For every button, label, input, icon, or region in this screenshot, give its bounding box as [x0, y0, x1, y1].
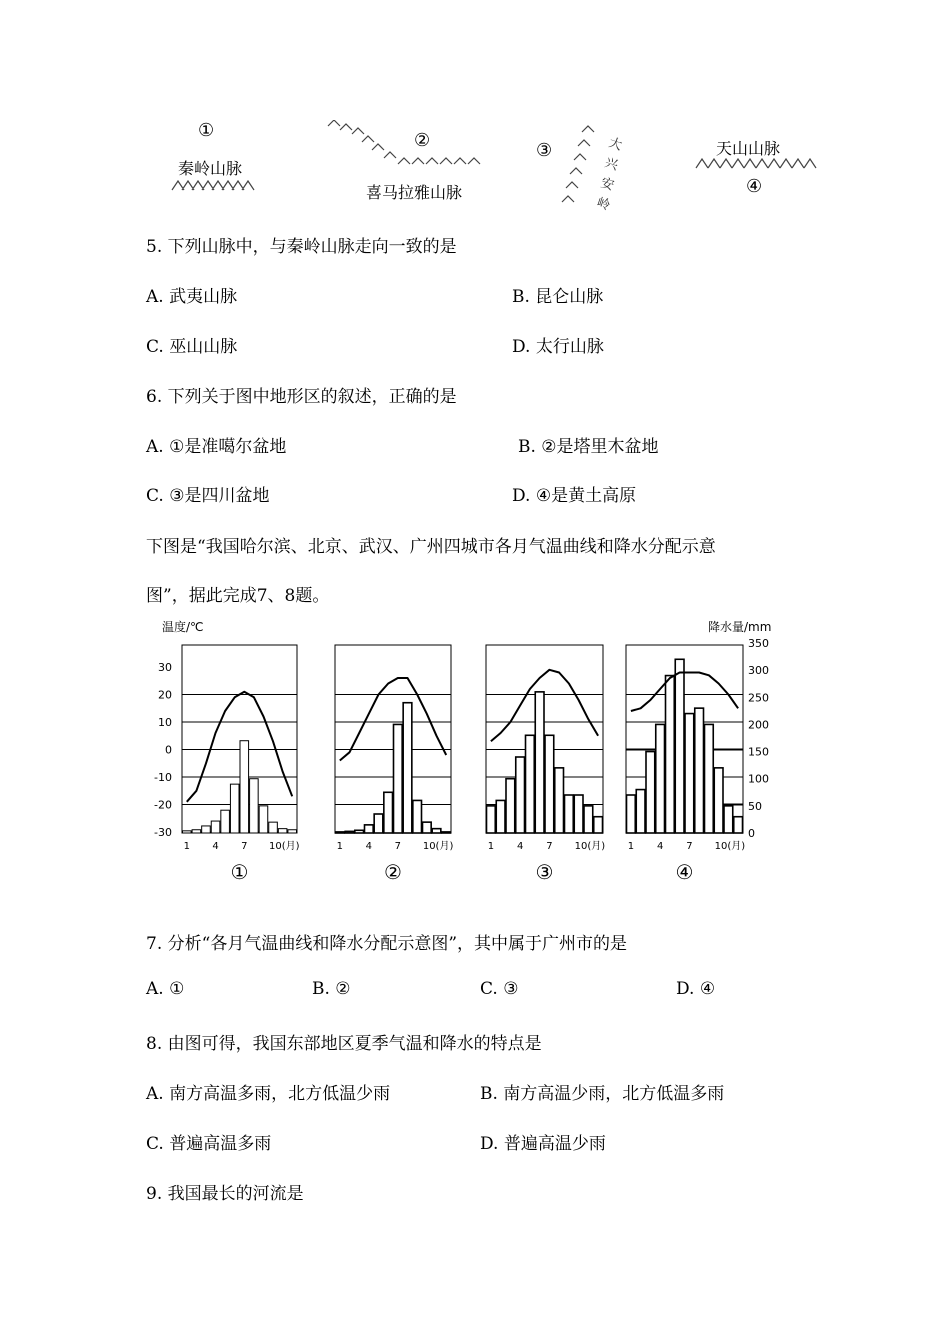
q5-option-b[interactable]: B. 昆仑山脉 — [512, 287, 604, 307]
q6-option-c[interactable]: C. ③是四川盆地 — [146, 486, 270, 506]
chart-label: ① — [230, 860, 249, 884]
mountain-1-label: 秦岭山脉 — [178, 159, 243, 178]
precipitation-bar — [646, 752, 655, 833]
precipitation-bar — [259, 806, 268, 833]
precipitation-bar — [594, 817, 603, 833]
month-tick-label: 10(月) — [269, 841, 300, 852]
precip-tick-label: 200 — [748, 718, 769, 732]
svg-text:安: 安 — [598, 175, 616, 194]
precip-tick-label: 100 — [748, 772, 769, 786]
svg-text:岭: 岭 — [594, 195, 612, 214]
precipitation-bar — [278, 829, 287, 833]
mountain-2-label: 喜马拉雅山脉 — [366, 183, 463, 202]
precip-tick-label: 300 — [748, 664, 769, 678]
precipitation-bar — [384, 792, 393, 833]
precipitation-bar — [705, 724, 714, 833]
precipitation-bar — [675, 659, 684, 833]
precip-tick-label: 0 — [748, 827, 755, 840]
q9-stem: 9. 我国最长的河流是 — [146, 1184, 304, 1204]
temp-tick-label: -30 — [154, 826, 172, 839]
precipitation-bar — [487, 806, 496, 833]
q8-option-c[interactable]: C. 普遍高温多雨 — [146, 1134, 272, 1154]
q7-option-c[interactable]: C. ③ — [480, 979, 519, 999]
precipitation-bar — [555, 768, 564, 833]
temperature-axis-label: 温度/℃ — [162, 620, 204, 634]
precipitation-bar — [345, 831, 354, 833]
precipitation-bar — [506, 779, 515, 833]
precipitation-bar — [734, 817, 743, 833]
precipitation-bar — [627, 795, 636, 833]
precipitation-bar — [584, 806, 593, 833]
precip-tick-label: 250 — [748, 691, 769, 705]
month-tick-label: 4 — [212, 841, 219, 852]
month-tick-label: 4 — [656, 841, 664, 852]
precipitation-bar — [221, 810, 230, 833]
month-tick-label: 1 — [627, 841, 635, 852]
temp-tick-label: -20 — [154, 798, 172, 812]
q8-option-b[interactable]: B. 南方高温少雨，北方低温多雨 — [480, 1084, 725, 1104]
chart-label: ② — [384, 860, 402, 884]
precipitation-axis-label: 降水量/mm — [708, 620, 772, 634]
mountain-1-symbol — [170, 176, 256, 192]
mountain-2-number: ② — [414, 130, 431, 151]
precipitation-bar — [374, 814, 383, 833]
precipitation-bar — [526, 735, 535, 833]
q5-option-a[interactable]: A. 武夷山脉 — [146, 287, 238, 307]
month-tick-label: 7 — [394, 841, 402, 852]
mountain-4-label: 天山山脉 — [716, 139, 781, 158]
precipitation-bar — [269, 822, 278, 833]
precipitation-bar — [240, 741, 249, 833]
month-tick-label: 1 — [336, 841, 344, 852]
month-tick-label: 10(月) — [574, 841, 606, 852]
month-tick-label: 4 — [365, 841, 373, 852]
precipitation-bar — [574, 795, 583, 833]
month-tick-label: 7 — [686, 841, 693, 852]
precipitation-bar — [545, 735, 554, 833]
precipitation-bar — [192, 830, 201, 833]
precipitation-bar — [202, 826, 211, 833]
mountain-3-number: ③ — [536, 140, 553, 161]
precipitation-bar — [496, 800, 505, 833]
mountain-3-symbol — [560, 124, 630, 216]
mountain-figure — [0, 110, 950, 215]
q6-stem: 6. 下列关于图中地形区的叙述，正确的是 — [146, 387, 457, 407]
climate-charts — [140, 615, 790, 890]
precipitation-bar — [413, 800, 422, 833]
mountain-4-symbol — [694, 154, 824, 170]
q5-stem: 5. 下列山脉中，与秦岭山脉走向一致的是 — [146, 237, 457, 257]
temp-tick-label: 20 — [158, 688, 172, 702]
precipitation-bar — [516, 757, 525, 833]
month-tick-label: 7 — [241, 841, 248, 852]
temp-tick-label: 10 — [158, 716, 172, 729]
precipitation-bar — [565, 795, 574, 833]
precipitation-bar — [250, 779, 259, 833]
precipitation-bar — [535, 692, 544, 833]
q8-option-d[interactable]: D. 普遍高温少雨 — [480, 1134, 606, 1154]
q8-stem: 8. 由图可得，我国东部地区夏季气温和降水的特点是 — [146, 1034, 542, 1054]
chart-label: ④ — [675, 860, 694, 884]
precipitation-bar — [666, 676, 675, 833]
q7-stem: 7. 分析“各月气温曲线和降水分配示意图”，其中属于广州市的是 — [146, 934, 628, 954]
chart-label: ③ — [535, 860, 554, 884]
precipitation-bar — [714, 768, 723, 833]
precipitation-bar — [636, 790, 645, 833]
mountain-1-number: ① — [198, 120, 215, 141]
svg-text:兴: 兴 — [602, 155, 620, 174]
month-tick-label: 10(月) — [714, 841, 746, 852]
q7-option-d[interactable]: D. ④ — [676, 979, 716, 999]
mountain-4-number: ④ — [746, 176, 763, 197]
precipitation-bar — [355, 830, 364, 833]
precipitation-bar — [230, 784, 239, 833]
precip-tick-label: 50 — [748, 799, 762, 813]
q6-option-a[interactable]: A. ①是准噶尔盆地 — [146, 437, 287, 457]
q5-option-c[interactable]: C. 巫山山脉 — [146, 337, 238, 357]
month-tick-label: 7 — [546, 841, 553, 852]
precipitation-bar — [695, 708, 704, 833]
month-tick-label: 4 — [516, 841, 524, 852]
precipitation-bar — [685, 714, 694, 833]
mountain-2-symbol — [326, 120, 496, 180]
precipitation-bar — [442, 832, 451, 833]
month-tick-label: 10(月) — [422, 841, 454, 852]
precipitation-bar — [403, 703, 412, 833]
month-tick-label: 1 — [183, 841, 190, 852]
precipitation-bar — [183, 831, 192, 833]
intro-line-1: 下图是“我国哈尔滨、北京、武汉、广州四城市各月气温曲线和降水分配示意 — [146, 537, 716, 557]
precip-tick-label: 350 — [748, 637, 769, 650]
temp-tick-label: -10 — [154, 771, 172, 784]
precip-tick-label: 150 — [748, 745, 769, 759]
q7-option-a[interactable]: A. ① — [146, 979, 185, 999]
precipitation-bar — [288, 830, 297, 833]
month-tick-label: 1 — [487, 841, 495, 852]
q6-option-d[interactable]: D. ④是黄土高原 — [512, 486, 637, 506]
precipitation-bar — [211, 821, 220, 833]
svg-text:大: 大 — [606, 135, 624, 154]
intro-line-2: 图”，据此完成7、8题。 — [146, 586, 330, 606]
precipitation-bar — [336, 832, 345, 833]
q6-option-b[interactable]: B. ②是塔里木盆地 — [518, 437, 659, 457]
q8-option-a[interactable]: A. 南方高温多雨，北方低温少雨 — [146, 1084, 391, 1104]
precipitation-bar — [724, 806, 733, 833]
precipitation-bar — [423, 822, 432, 833]
q5-option-d[interactable]: D. 太行山脉 — [512, 337, 604, 357]
temp-tick-label: 0 — [165, 743, 172, 757]
temp-tick-label: 30 — [158, 661, 172, 674]
precipitation-bar — [394, 724, 403, 833]
precipitation-bar — [365, 825, 374, 833]
q7-option-b[interactable]: B. ② — [312, 979, 351, 999]
precipitation-bar — [432, 829, 441, 833]
precipitation-bar — [656, 724, 665, 833]
